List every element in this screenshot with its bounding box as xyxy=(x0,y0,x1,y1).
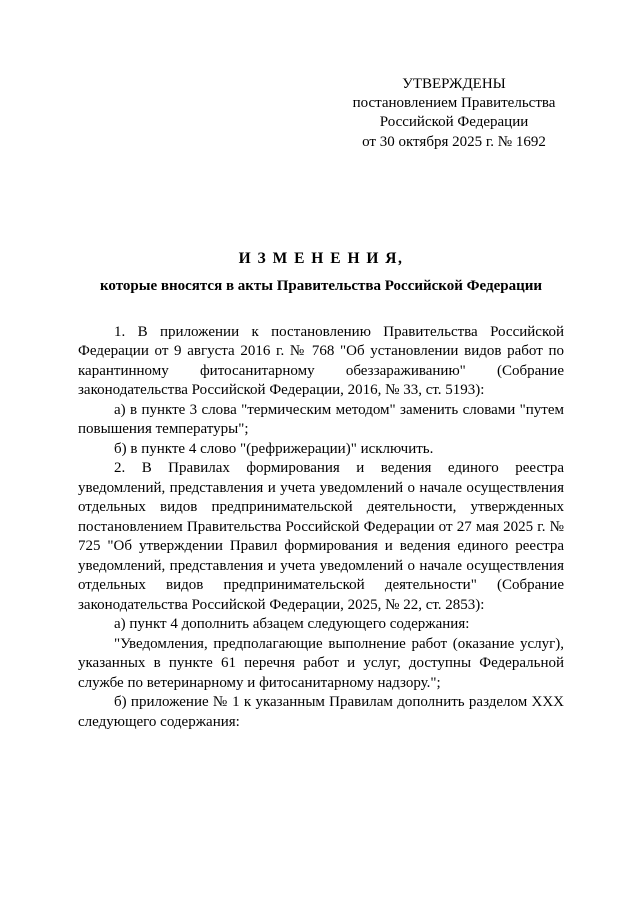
approval-line: постановлением Правительства xyxy=(352,95,556,112)
document-body xyxy=(78,323,564,733)
paragraph: 1. В приложении к постановлению Правительства Российской Федерации от 9 августа 2016 г. № 768 "Об установлении видов работ по карантинному фитосанитарному обеззараживанию" (Собрание законодательства Российской Федерации, 2016, № 33, ст. 5193): xyxy=(78,323,564,399)
document-title: И З М Е Н Е Н И Я, xyxy=(238,249,404,267)
approval-line: от 30 октября 2025 г. № 1692 xyxy=(362,133,546,150)
paragraph: б) приложение № 1 к указанным Правилам дополнить разделом XXX следующего содержания: xyxy=(78,694,564,730)
paragraph: а) в пункте 3 слова "термическим методом" заменить словами "путем повышения температуры"; xyxy=(78,401,564,438)
paragraph: "Уведомления, предполагающие выполнение работ (оказание услуг), указанных в пункте 61 перечня работ и услуг, доступны Федеральной службе по ветеринарному и фитосанитарному надзору."; xyxy=(78,635,564,691)
paragraph: а) пункт 4 дополнить абзацем следующего содержания: xyxy=(114,616,470,633)
paragraph: б) в пункте 4 слово "(рефрижерации)" исключить. xyxy=(114,440,434,457)
approval-block xyxy=(344,75,564,152)
paragraph: 2. В Правилах формирования и ведения единого реестра уведомлений, представления и учета уведомлений о начале осуществления отдельных видов предпринимательской деятельности, утвержденных постановлением Правительства Российской Федерации от 27 мая 2025 г. № 725 "Об утверждении Правил формирования и ведения единого реестра уведомлений, представления и учета уведомлений о начале осуществления отдельных видов предпринимательской деятельности" (Собрание законодательства Российской Федерации, 2025, № 22, ст. 2853): xyxy=(78,460,564,613)
approval-line: Российской Федерации xyxy=(379,114,529,131)
document-subtitle: которые вносятся в акты Правительства Российской Федерации xyxy=(99,277,543,294)
approval-line: УТВЕРЖДЕНЫ xyxy=(402,76,506,92)
